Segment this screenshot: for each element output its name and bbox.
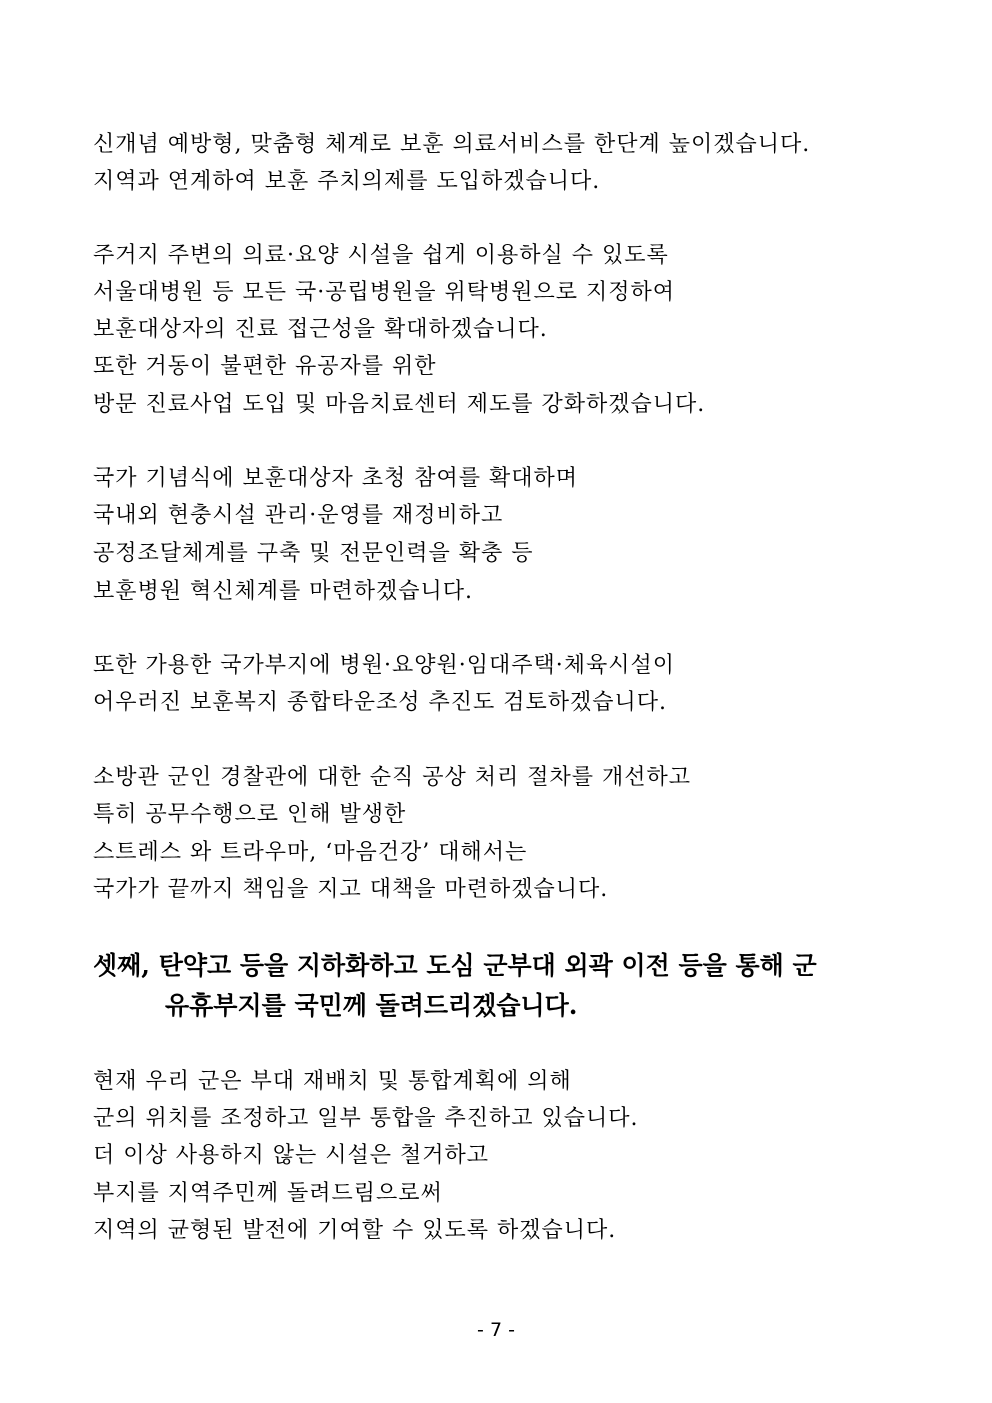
text-line: 신개념 예방형, 맞춤형 체계로 보훈 의료서비스를 한단계 높이겠습니다. xyxy=(93,132,811,157)
text-line: 보훈대상자의 진료 접근성을 확대하겠습니다. xyxy=(93,317,548,342)
text-line: 현재 우리 군은 부대 재배치 및 통합계획에 의해 xyxy=(93,1069,572,1094)
text-line: 어우러진 보훈복지 종합타운조성 추진도 검토하겠습니다. xyxy=(93,690,668,715)
text-line: 소방관 군인 경찰관에 대한 순직 공상 처리 절차를 개선하고 xyxy=(93,765,691,790)
page-number: - 7 - xyxy=(477,1319,515,1341)
text-line: 특히 공무수행으로 인해 발생한 xyxy=(93,802,407,827)
text-line: 국내외 현충시설 관리·운영를 재정비하고 xyxy=(93,503,504,528)
section-heading-line: 셋째, 탄약고 등을 지하화하고 도심 군부대 외곽 이전 등을 통해 군 xyxy=(93,951,817,980)
text-line: 또한 가용한 국가부지에 병원·요양원·임대주택·체육시설이 xyxy=(93,653,676,678)
text-line: 더 이상 사용하지 않는 시설은 철거하고 xyxy=(93,1143,489,1168)
text-line: 국가가 끝까지 책임을 지고 대책을 마련하겠습니다. xyxy=(93,877,609,902)
text-line: 서울대병원 등 모든 국·공립병원을 위탁병원으로 지정하여 xyxy=(93,280,676,305)
text-line: 공정조달체계를 구축 및 전문인력을 확충 등 xyxy=(93,541,534,566)
text-line: 또한 거동이 불편한 유공자를 위한 xyxy=(93,354,437,379)
text-line: 방문 진료사업 도입 및 마음치료센터 제도를 강화하겠습니다. xyxy=(93,392,706,417)
text-line: 국가 기념식에 보훈대상자 초청 참여를 확대하며 xyxy=(93,466,579,491)
section-heading-line: 유휴부지를 국민께 돌려드리겠습니다. xyxy=(165,991,578,1020)
text-line: 보훈병원 혁신체계를 마련하겠습니다. xyxy=(93,579,474,604)
text-line: 군의 위치를 조정하고 일부 통합을 추진하고 있습니다. xyxy=(93,1106,639,1131)
text-line: 스트레스 와 트라우마, ‘마음건강’ 대해서는 xyxy=(93,840,528,865)
text-line: 지역과 연계하여 보훈 주치의제를 도입하겠습니다. xyxy=(93,169,601,194)
text-line: 지역의 균형된 발전에 기여할 수 있도록 하겠습니다. xyxy=(93,1218,617,1243)
text-line: 주거지 주변의 의료·요양 시설을 쉽게 이용하실 수 있도록 xyxy=(93,243,669,268)
text-line: 부지를 지역주민께 돌려드림으로써 xyxy=(93,1181,443,1206)
